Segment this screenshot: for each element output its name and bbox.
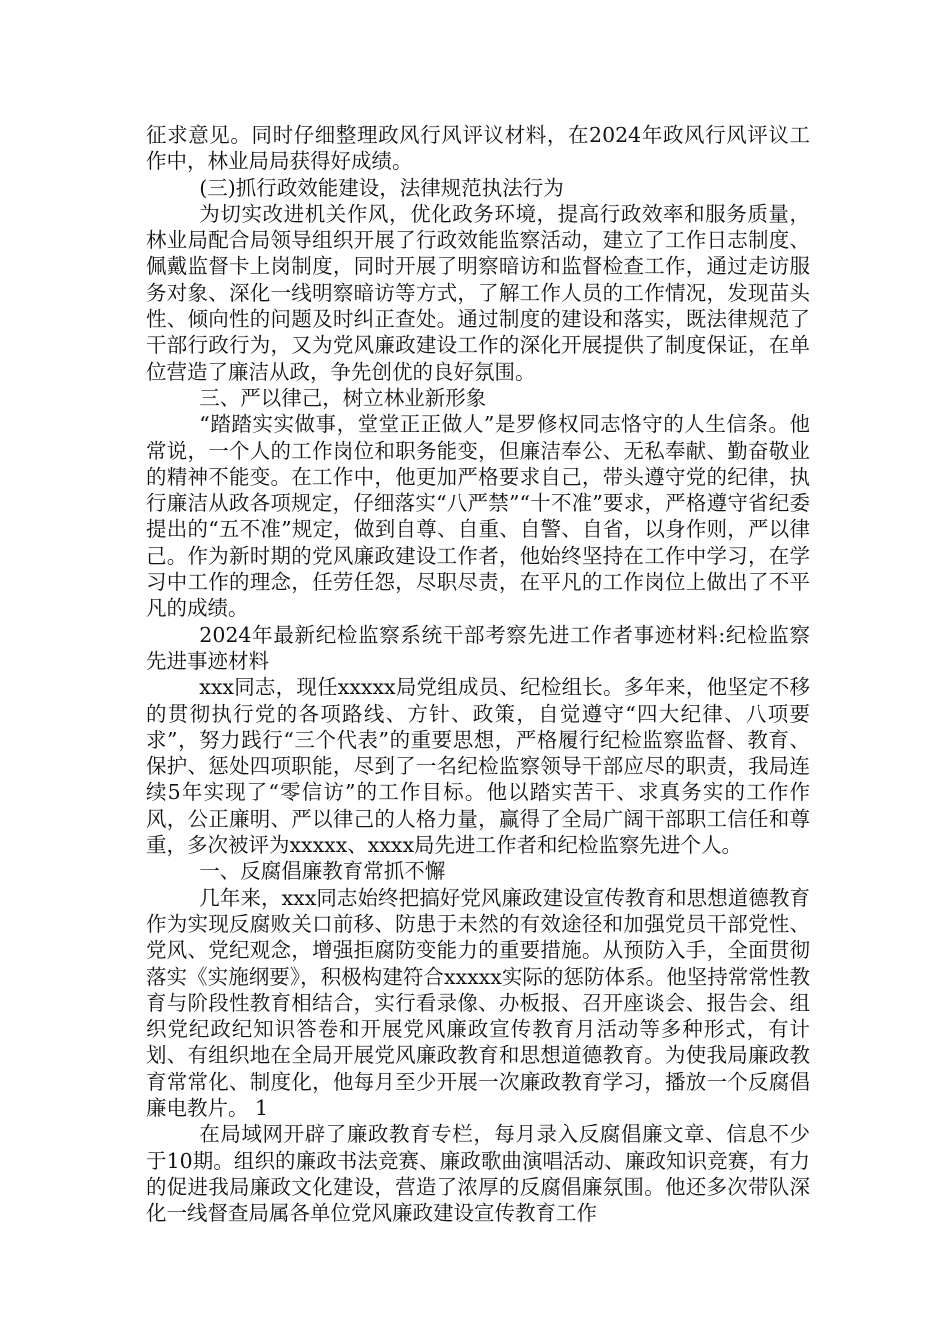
paragraph-continuation: 征求意见。同时仔细整理政风行风评议材料，在2024年政风行风评议工作中，林业局局获得好成绩。 — [146, 123, 810, 174]
document-page — [146, 122, 810, 1226]
paragraph-efficiency: 为切实改进机关作风，优化政务环境，提高行政效率和服务质量，林业局配合局领导组织开展了行政效能监察活动，建立了工作日志制度、佩戴监督卡上岗制度，同时开展了明察暗访和监督检查工作，通过走访服务对象、深化一线明察暗访等方式，了解工作人员的工作情况，发现苗头性、倾向性的问题及时纠正查处。通过制度的建设和落实，既法律规范了干部行政行为，又为党风廉政建设工作的深化开展提供了制度保证，在单位营造了廉洁从政，争先创优的良好氛围。 — [146, 201, 810, 384]
paragraph-intranet: 在局域网开辟了廉政教育专栏，每月录入反腐倡廉文章、信息不少于10期。组织的廉政书法竞赛、廉政歌曲演唱活动、廉政知识竞赛，有力的促进我局廉政文化建设，营造了浓厚的反腐倡廉氛围。他还多次带队深化一线督查局属各单位党风廉政建设宣传教育工作 — [146, 1122, 810, 1226]
section-heading-education: 一、反腐倡廉教育常抓不懈 — [199, 859, 446, 884]
paragraph-self-discipline: “踏踏实实做事，堂堂正正做人”是罗修权同志恪守的人生信条。他常说，一个人的工作岗位和职务能变，但廉洁奉公、无私奉献、勤奋敬业的精神不能变。在工作中，他更加严格要求自己，带头遵守党的纪律，执行廉洁从政各项规定，仔细落实“八严禁”“十不准”要求，严格遵守省纪委提出的“五不准”规定，做到自尊、自重、自警、自省，以身作则，严以律己。作为新时期的党风廉政建设工作者，他始终坚持在工作中学习，在学习中工作的理念，任劳任怨，尽职尽责，在平凡的工作岗位上做出了不平凡的成绩。 — [146, 412, 810, 621]
paragraph-education: 几年来，xxx同志始终把搞好党风廉政建设宣传教育和思想道德教育作为实现反腐败关口前移、防患于未然的有效途径和加强党员干部党性、党风、党纪观念，增强拒腐防变能力的重要措施。从预防入手，全面贯彻落实《实施纲要》，积极构建符合xxxxx实际的惩防体系。他坚持常常性教育与阶段性教育相结合，实行看录像、办板报、召开座谈会、报告会、组织党纪政纪知识答卷和开展党风廉政宣传教育月活动等多种形式，有计划、有组织地在全局开展党风廉政教育和思想道德教育。为使我局廉政教育常常化、制度化，他每月至少开展一次廉政教育学习，播放一个反腐倡廉电教片。 1 — [146, 885, 810, 1120]
section-heading-self-discipline: 三、严以律己，树立林业新形象 — [199, 385, 487, 410]
section-heading-efficiency: (三)抓行政效能建设，法律规范执法行为 — [199, 175, 564, 200]
paragraph-introduction: xxx同志，现任xxxxx局党组成员、纪检组长。多年来，他坚定不移的贯彻执行党的各项路线、方针、政策，自觉遵守“四大纪律、八项要求”，努力践行“三个代表”的重要思想，严格履行纪检监察监督、教育、保护、惩处四项职能，尽到了一名纪检监察领导干部应尽的职责，我局连续5年实现了“零信访”的工作目标。他以踏实苦干、求真务实的工作作风，公正廉明、严以律己的人格力量，赢得了全局广阔干部职工信任和尊重，多次被评为xxxxx、xxxx局先进工作者和纪检监察先进个人。 — [146, 675, 810, 858]
document-title: 2024年最新纪检监察系统干部考察先进工作者事迹材料:纪检监察先进事迹材料 — [146, 622, 810, 673]
